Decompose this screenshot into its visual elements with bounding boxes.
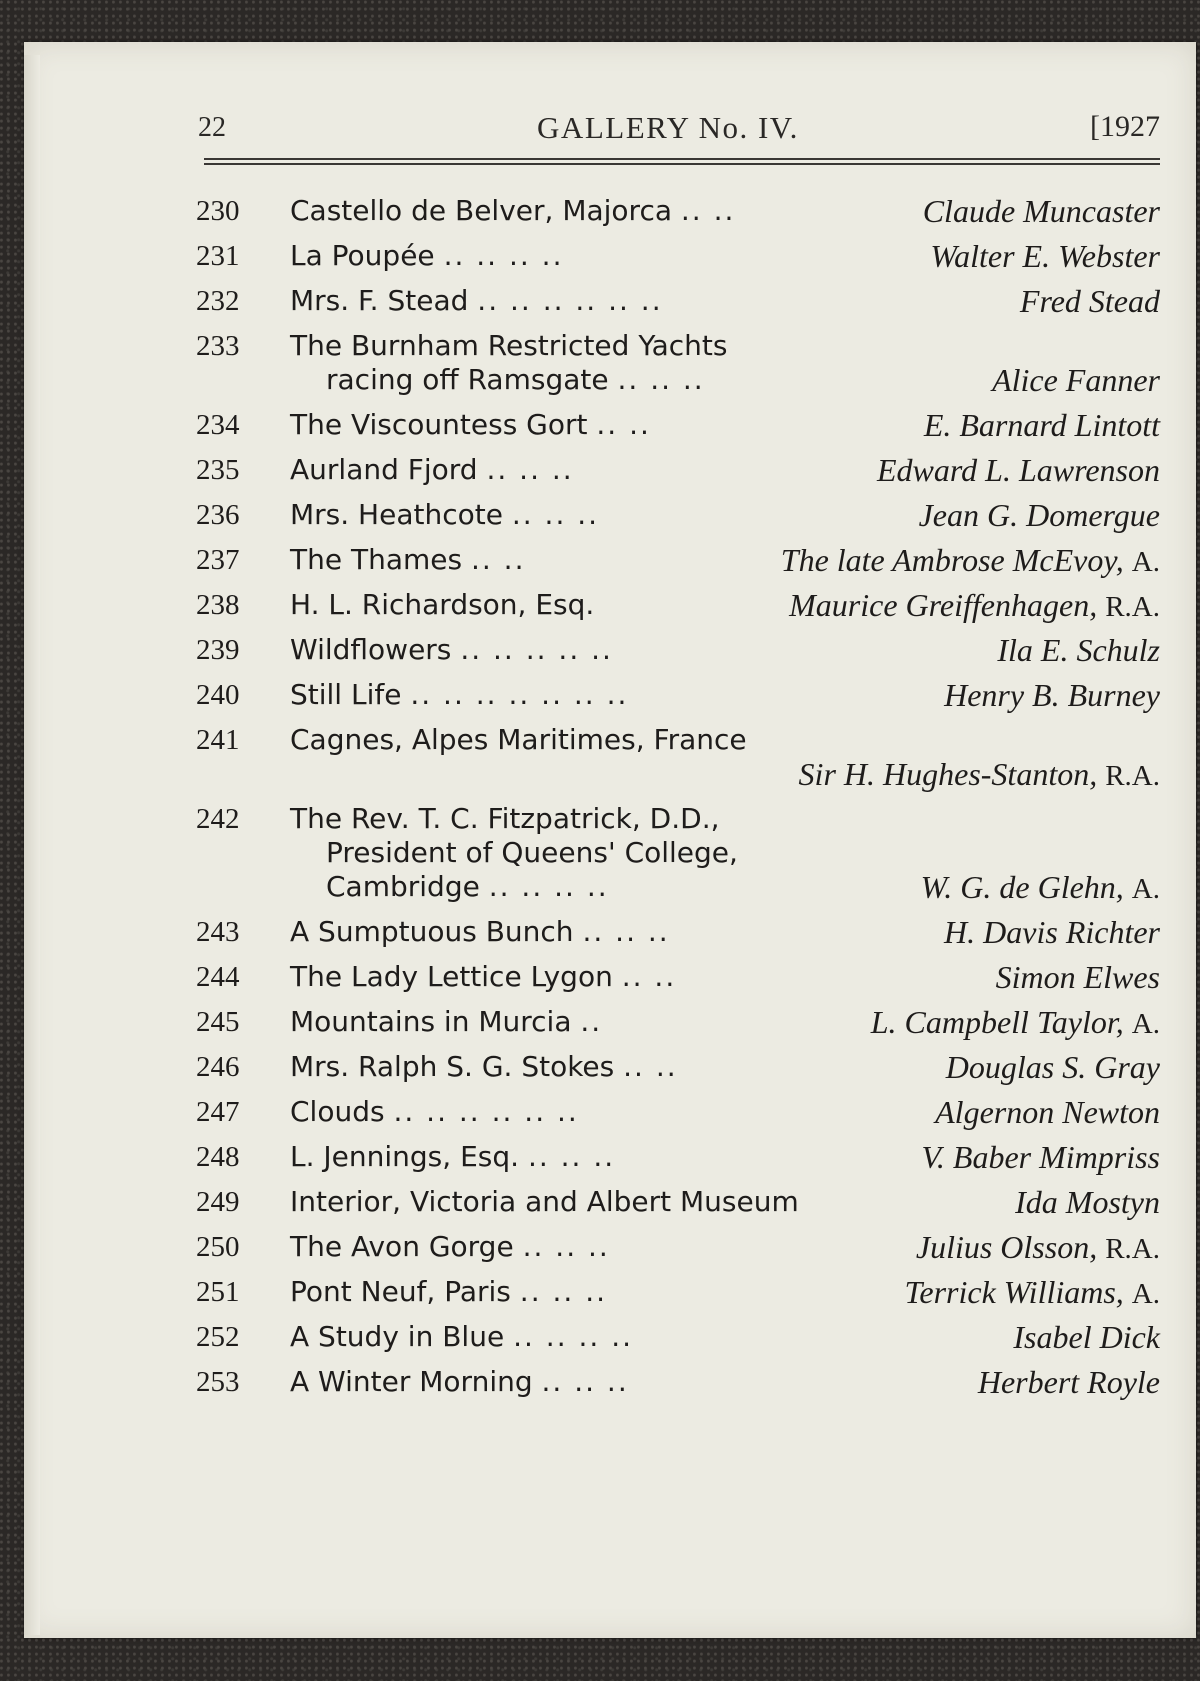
entry-line: [196, 1005, 1160, 1039]
catalogue-entry: [196, 494, 1160, 539]
artist-name: Simon Elwes: [995, 959, 1160, 995]
leader-dots: .. .. .. .. ..: [460, 633, 613, 666]
entry-title: Cambridge .. .. .. ..: [326, 870, 609, 903]
artist-name: Edward L. Lawrenson: [876, 452, 1160, 488]
entry-title: racing off Ramsgate .. .. ..: [326, 363, 705, 396]
catalogue-entry: [196, 584, 1160, 629]
catalogue-entry: [196, 1001, 1160, 1046]
artist-honour: A.: [1131, 1008, 1160, 1040]
catalogue-entry: [196, 404, 1160, 449]
artist-name: Herbert Royle: [977, 1364, 1160, 1400]
entry-title: President of Queens' College,: [326, 836, 738, 869]
entry-number: 245: [196, 1006, 240, 1038]
catalogue-entry: [196, 1271, 1160, 1316]
entry-title: Cagnes, Alpes Maritimes, France: [290, 723, 747, 756]
entry-line: [196, 870, 1160, 904]
leader-dots: .. .. ..: [486, 453, 574, 486]
entry-line: [196, 633, 1160, 667]
entry-number: 235: [196, 454, 240, 486]
leader-dots: .. .. ..: [582, 915, 670, 948]
entry-number: 239: [196, 634, 240, 666]
entry-title: A Sumptuous Bunch .. .. ..: [290, 915, 670, 948]
entry-line: [196, 239, 1160, 273]
entry-title: The Avon Gorge .. .. ..: [290, 1230, 610, 1263]
entry-line: [196, 960, 1160, 994]
catalogue-entry: [196, 911, 1160, 956]
catalogue-entry: [196, 798, 1160, 911]
entry-title: Still Life .. .. .. .. .. .. ..: [290, 678, 629, 711]
artist-name: Douglas S. Gray: [945, 1049, 1160, 1085]
entry-title: The Lady Lettice Lygon .. ..: [290, 960, 677, 993]
entry-number: 231: [196, 240, 240, 272]
catalogue-entry: [196, 1361, 1160, 1406]
artist-name: Fred Stead: [1019, 283, 1160, 319]
entry-number: 237: [196, 544, 240, 576]
entry-number: 250: [196, 1231, 240, 1263]
leader-dots: .. .. .. ..: [443, 239, 564, 272]
entry-number: 233: [196, 330, 240, 362]
leader-dots: .. ..: [470, 543, 526, 576]
entry-number: 244: [196, 961, 240, 993]
artist-honour: R.A.: [1105, 591, 1160, 623]
entry-number: 248: [196, 1141, 240, 1173]
entry-line: [196, 363, 1160, 397]
header-rule: [204, 163, 1160, 165]
page-number: 22: [198, 112, 226, 143]
entry-title: Clouds .. .. .. .. .. ..: [290, 1095, 579, 1128]
entry-title: Mrs. Heathcote .. .. ..: [290, 498, 600, 531]
catalogue-entry: [196, 1226, 1160, 1271]
entry-title: Pont Neuf, Paris .. .. ..: [290, 1275, 607, 1308]
entry-title: Castello de Belver, Majorca .. ..: [290, 194, 736, 227]
entry-title: Mrs. Ralph S. G. Stokes .. ..: [290, 1050, 678, 1083]
gallery-title: GALLERY No. IV.: [537, 110, 799, 145]
entry-line: [196, 498, 1160, 532]
entry-title: La Poupée .. .. .. ..: [290, 239, 564, 272]
artist-name: Ila E. Schulz: [997, 632, 1160, 668]
artist-name: Claude Muncaster: [922, 193, 1160, 229]
entry-number: 230: [196, 195, 240, 227]
catalogue-entry: [196, 1181, 1160, 1226]
catalogue-entry: [196, 449, 1160, 494]
catalogue-entry: [196, 280, 1160, 325]
artist-honour: R.A.: [1105, 760, 1160, 792]
entry-number: 240: [196, 679, 240, 711]
artist-name: Jean G. Domergue: [918, 497, 1160, 533]
entry-title: The Burnham Restricted Yachts: [290, 329, 728, 362]
entry-line: [196, 194, 1160, 228]
entry-number: 247: [196, 1096, 240, 1128]
catalogue-entry: [196, 956, 1160, 1001]
leader-dots: .. .. ..: [511, 498, 600, 531]
entry-title: A Winter Morning .. .. ..: [290, 1365, 629, 1398]
entry-title: The Thames .. ..: [290, 543, 526, 576]
catalogue-entry: [196, 190, 1160, 235]
entry-title: Wildflowers .. .. .. .. ..: [290, 633, 613, 666]
entry-title: The Viscountess Gort .. ..: [290, 408, 651, 441]
entry-number: 241: [196, 724, 240, 756]
entry-line: [196, 723, 1160, 757]
entry-line: [196, 1320, 1160, 1354]
artist-name: Isabel Dick: [1013, 1319, 1160, 1355]
entry-line: [196, 678, 1160, 712]
artist-name: Walter E. Webster: [930, 238, 1160, 274]
leader-dots: .. .. .. ..: [513, 1320, 633, 1353]
artist-name: Terrick Williams, A.: [904, 1274, 1160, 1310]
entry-line: [196, 543, 1160, 577]
entry-line: [196, 836, 1160, 870]
leader-dots: .. ..: [623, 1050, 678, 1083]
catalogue-entry: [196, 1046, 1160, 1091]
artist-name: E. Barnard Lintott: [923, 407, 1160, 443]
artist-honour: A.: [1131, 873, 1160, 905]
catalogue-entry: [196, 629, 1160, 674]
leader-dots: .. ..: [621, 960, 677, 993]
entry-line: [196, 802, 1160, 836]
entry-line: [196, 1095, 1160, 1129]
catalogue-entry: [196, 235, 1160, 280]
catalogue-year: [1927: [1090, 110, 1160, 143]
catalogue-entry: [196, 1316, 1160, 1361]
leader-dots: .. .. ..: [527, 1140, 616, 1173]
catalogue-entry: [196, 325, 1160, 404]
catalogue-entry: [196, 539, 1160, 584]
leader-dots: ..: [580, 1005, 603, 1038]
entry-line: [196, 453, 1160, 487]
leader-dots: .. .. .. .. .. .. ..: [410, 678, 629, 711]
entry-number: 252: [196, 1321, 240, 1353]
leader-dots: .. ..: [680, 194, 736, 227]
entry-number: 249: [196, 1186, 240, 1218]
leader-dots: .. .. .. .. .. ..: [477, 284, 663, 317]
artist-name: Sir H. Hughes-Stanton, R.A.: [798, 756, 1160, 792]
leader-dots: .. .. .. .. .. ..: [393, 1095, 579, 1128]
entry-line: [196, 1050, 1160, 1084]
artist-honour: R.A.: [1105, 1233, 1160, 1265]
artist-name: Ida Mostyn: [1015, 1184, 1160, 1220]
leader-dots: .. .. ..: [541, 1365, 629, 1398]
entry-line: [196, 329, 1160, 363]
entry-line: [196, 408, 1160, 442]
entry-number: 251: [196, 1276, 240, 1308]
entry-title: Mrs. F. Stead .. .. .. .. .. ..: [290, 284, 663, 317]
leader-dots: .. .. ..: [617, 363, 705, 396]
artist-name: Julius Olsson, R.A.: [915, 1229, 1160, 1265]
artist-honour: A.: [1131, 1278, 1160, 1310]
entry-title: Aurland Fjord .. .. ..: [290, 453, 574, 486]
catalogue-entry: [196, 719, 1160, 798]
entry-line: [196, 1365, 1160, 1399]
entry-number: 242: [196, 803, 240, 835]
catalogue-entry: [196, 1136, 1160, 1181]
entry-line: [196, 915, 1160, 949]
entry-number: 238: [196, 589, 240, 621]
artist-name: V. Baber Mimpriss: [921, 1139, 1160, 1175]
leader-dots: .. .. ..: [519, 1275, 607, 1308]
artist-name: Algernon Newton: [935, 1094, 1160, 1130]
leader-dots: .. .. .. ..: [488, 870, 609, 903]
artist-name: The late Ambrose McEvoy, A.: [780, 542, 1160, 578]
entry-title: The Rev. T. C. Fitzpatrick, D.D.,: [290, 802, 720, 835]
page-edge: [24, 55, 40, 1635]
artist-name: H. Davis Richter: [944, 914, 1160, 950]
entry-number: 236: [196, 499, 240, 531]
entry-number: 234: [196, 409, 240, 441]
entry-number: 243: [196, 916, 240, 948]
leader-dots: .. ..: [596, 408, 651, 441]
entry-line: [196, 588, 1160, 622]
entry-line: [196, 1140, 1160, 1174]
catalogue-entry: [196, 1091, 1160, 1136]
artist-name: L. Campbell Taylor, A.: [870, 1004, 1160, 1040]
entry-line: [196, 1230, 1160, 1264]
artist-name: Alice Fanner: [992, 362, 1160, 398]
entry-number: 246: [196, 1051, 240, 1083]
catalogue-entry: [196, 674, 1160, 719]
artist-name: W. G. de Glehn, A.: [920, 869, 1160, 905]
entry-title: L. Jennings, Esq. .. .. ..: [290, 1140, 616, 1173]
entry-line: [196, 1275, 1160, 1309]
entry-line: [196, 1185, 1160, 1219]
entry-number: 232: [196, 285, 240, 317]
catalogue-entries: [196, 190, 1160, 1406]
entry-title: H. L. Richardson, Esq.: [290, 588, 595, 621]
entry-line: [196, 757, 1160, 791]
entry-title: A Study in Blue .. .. .. ..: [290, 1320, 633, 1353]
leader-dots: .. .. ..: [522, 1230, 610, 1263]
entry-title: Mountains in Murcia ..: [290, 1005, 603, 1038]
artist-name: Maurice Greiffenhagen, R.A.: [789, 587, 1160, 623]
artist-name: Henry B. Burney: [944, 677, 1160, 713]
entry-number: 253: [196, 1366, 240, 1398]
entry-line: [196, 284, 1160, 318]
page-header: [176, 110, 1160, 150]
artist-honour: A.: [1131, 546, 1160, 578]
header-rule: [204, 158, 1160, 160]
entry-title: Interior, Victoria and Albert Museum: [290, 1185, 799, 1218]
